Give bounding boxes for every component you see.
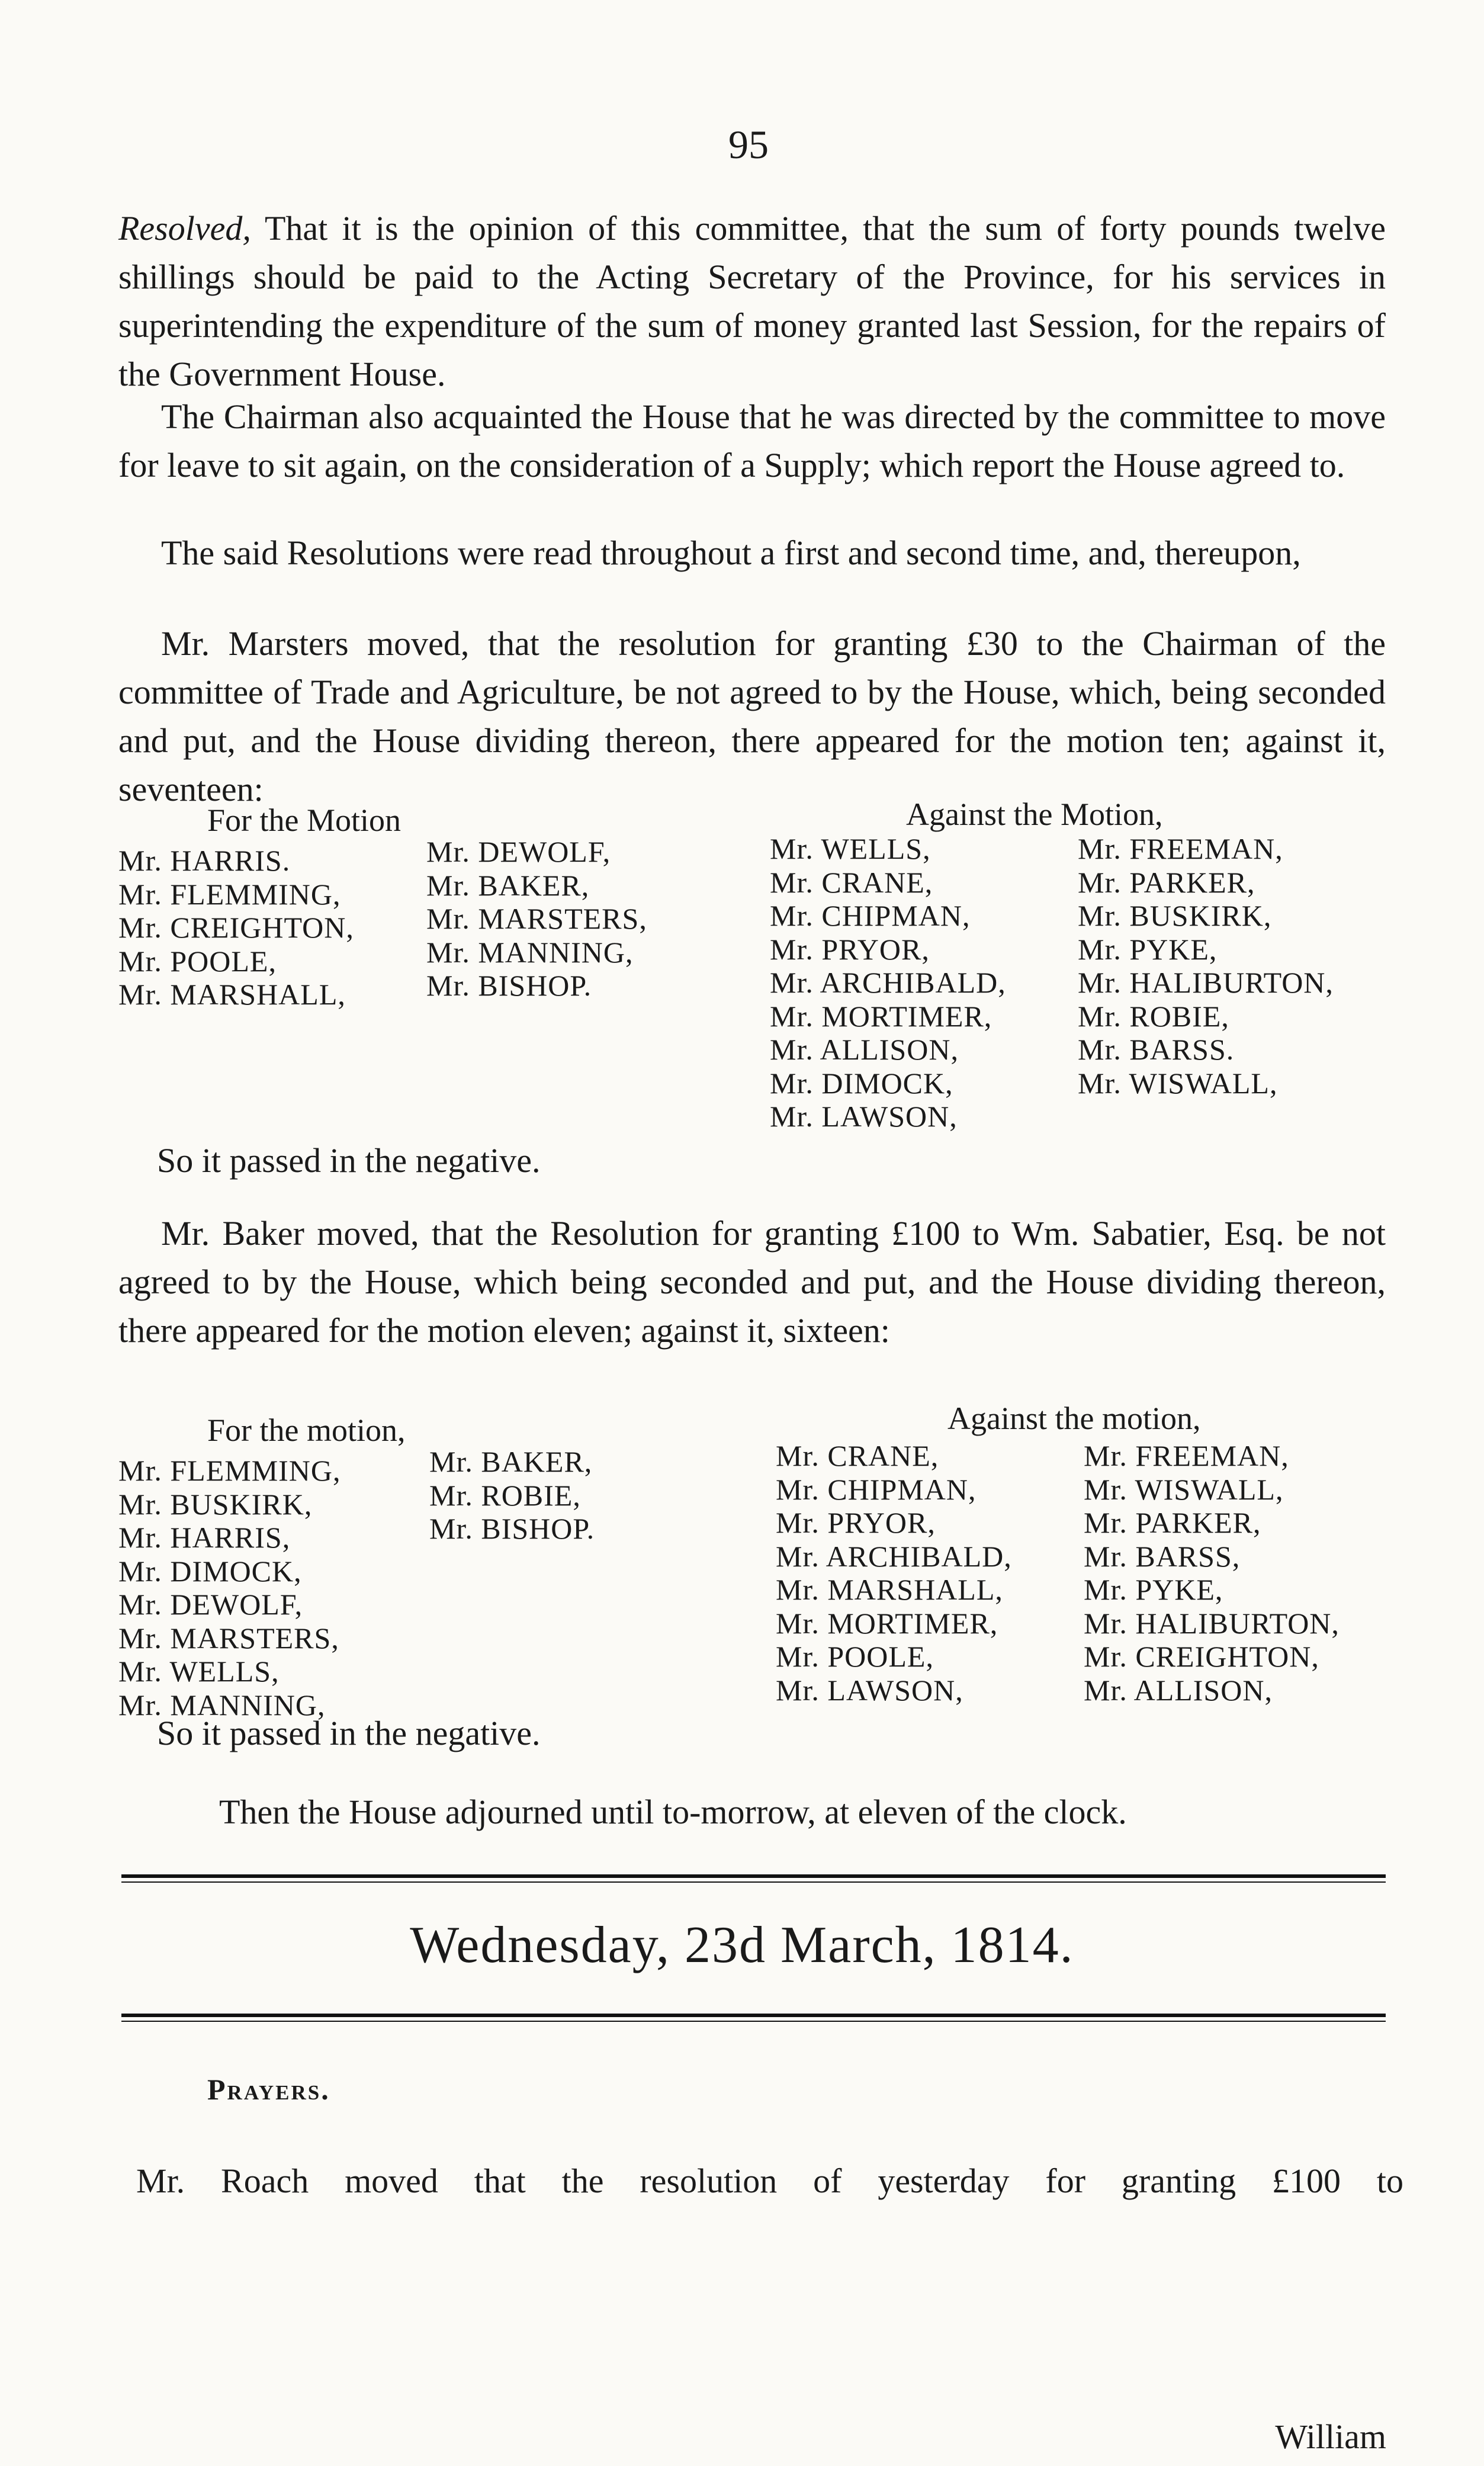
member-name: Mr. MARSTERS,: [118, 1621, 339, 1655]
member-name: Mr. CRANE,: [776, 1439, 939, 1472]
member-name: Mr. FREEMAN,: [1078, 832, 1283, 865]
catchword: William: [1275, 2417, 1386, 2456]
member-name: Mr. MARSTERS,: [426, 902, 647, 935]
resolved-text: That it is the opinion of this committee, that the sum of forty pounds twelve shillings should be paid to the Acting Secretary of the Province, for his services in superintending the expenditure of the sum of money granted last Session, for the repairs of the Government House.: [118, 209, 1386, 393]
member-name: Mr. CHIPMAN,: [770, 899, 971, 932]
member-name: Mr. FREEMAN,: [1084, 1439, 1289, 1472]
member-name: Mr. HALIBURTON,: [1084, 1606, 1340, 1640]
member-name: Mr. LAWSON,: [770, 1100, 958, 1133]
division1-against-column-1: [770, 832, 1006, 1134]
member-name: Mr. ALLISON,: [1084, 1673, 1273, 1707]
member-name: Mr. PYKE,: [1084, 1573, 1223, 1606]
member-name: Mr. CRANE,: [770, 865, 933, 899]
member-name: Mr. POOLE,: [118, 944, 277, 978]
member-name: Mr. HARRIS,: [118, 1521, 291, 1554]
member-name: Mr. CREIGHTON,: [1084, 1640, 1319, 1673]
member-name: Mr. DEWOLF,: [118, 1588, 303, 1621]
member-name: Mr. CHIPMAN,: [776, 1472, 977, 1506]
member-name: Mr. WISWALL,: [1084, 1472, 1284, 1506]
baker-motion-paragraph: Mr. Baker moved, that the Resolution for granting £100 to Wm. Sabatier, Esq. be not agreed to by the House, which being seconded and put, and the House dividing thereon, there appeared for the motion eleven; against it, sixteen:: [118, 1214, 1386, 1350]
member-name: Mr. FLEMMING,: [118, 877, 341, 911]
resolution-paragraph: [118, 204, 1386, 399]
division2-against-column-2: [1084, 1439, 1340, 1707]
member-name: Mr. MARSHALL,: [118, 978, 346, 1011]
division2-for-column-2: [429, 1445, 595, 1546]
member-name: Mr. BAKER,: [429, 1445, 593, 1478]
division2-result: So it passed in the negative.: [157, 1714, 541, 1752]
member-name: Mr. HARRIS.: [118, 844, 291, 877]
division2-against-heading: Against the motion,: [947, 1401, 1201, 1436]
adjournment-line: Then the House adjourned until to-morrow, at eleven of the clock.: [219, 1793, 1127, 1831]
top-rule-thick: [121, 1874, 1386, 1878]
member-name: Mr. WISWALL,: [1078, 1066, 1278, 1100]
resolved-lead: Resolved,: [118, 209, 251, 248]
member-name: Mr. ROBIE,: [429, 1478, 581, 1512]
member-name: Mr. MANNING,: [118, 1688, 326, 1722]
division2-for-column-1: [118, 1454, 341, 1722]
member-name: Mr. BUSKIRK,: [1078, 899, 1272, 932]
bottom-rule-thick: [121, 2014, 1386, 2017]
member-name: Mr. MANNING,: [426, 935, 634, 969]
member-name: Mr. WELLS,: [118, 1655, 280, 1688]
member-name: Mr. POOLE,: [776, 1640, 934, 1673]
member-name: Mr. PARKER,: [1084, 1506, 1261, 1539]
member-name: Mr. ARCHIBALD,: [770, 966, 1006, 999]
division2-against-column-1: [776, 1439, 1012, 1707]
member-name: Mr. LAWSON,: [776, 1673, 963, 1707]
division1-result: So it passed in the negative.: [157, 1141, 541, 1180]
member-name: Mr. WELLS,: [770, 832, 931, 865]
date-heading: Wednesday, 23d March, 1814.: [410, 1916, 1074, 1974]
member-name: Mr. BARSS.: [1078, 1033, 1235, 1066]
division1-for-column-1: [118, 844, 354, 1012]
member-name: Mr. CREIGHTON,: [118, 911, 354, 944]
member-name: Mr. PRYOR,: [770, 932, 930, 966]
member-name: Mr. ARCHIBALD,: [776, 1539, 1012, 1573]
chairman-paragraph: The Chairman also acquainted the House that he was directed by the committee to move for leave to sit again, on the consideration of a Supply; which report the House agreed to.: [118, 397, 1386, 484]
member-name: Mr. HALIBURTON,: [1078, 966, 1334, 999]
member-name: Mr. BUSKIRK,: [118, 1487, 313, 1521]
division1-for-heading: For the Motion: [207, 802, 401, 838]
member-name: Mr. FLEMMING,: [118, 1454, 341, 1487]
roach-motion-line: Mr. Roach moved that the resolution of yesterday for granting £100 to: [136, 2162, 1403, 2200]
member-name: Mr. ROBIE,: [1078, 999, 1229, 1033]
member-name: Mr. PYKE,: [1078, 932, 1218, 966]
division2-for-heading: For the motion,: [207, 1412, 406, 1448]
member-name: Mr. BARSS,: [1084, 1539, 1241, 1573]
member-name: Mr. DEWOLF,: [426, 835, 611, 868]
division1-against-heading: Against the Motion,: [906, 797, 1163, 832]
member-name: Mr. ALLISON,: [770, 1033, 959, 1066]
member-name: Mr. BISHOP.: [429, 1512, 595, 1545]
resolutions-read-paragraph: The said Resolutions were read throughout a first and second time, and, thereupon,: [161, 534, 1301, 572]
member-name: Mr. PRYOR,: [776, 1506, 936, 1539]
member-name: Mr. DIMOCK,: [770, 1066, 953, 1100]
member-name: Mr. MARSHALL,: [776, 1573, 1003, 1606]
bottom-rule-thin: [121, 2021, 1386, 2022]
top-rule-thin: [121, 1881, 1386, 1883]
member-name: Mr. MORTIMER,: [770, 999, 992, 1033]
page-number: 95: [728, 122, 769, 167]
member-name: Mr. PARKER,: [1078, 865, 1255, 899]
prayers-heading: Prayers.: [207, 2073, 330, 2106]
member-name: Mr. MORTIMER,: [776, 1606, 998, 1640]
member-name: Mr. BAKER,: [426, 868, 590, 902]
member-name: Mr. DIMOCK,: [118, 1554, 302, 1588]
division1-for-column-2: [426, 835, 647, 1003]
division1-against-column-2: [1078, 832, 1334, 1100]
marsters-motion-paragraph: Mr. Marsters moved, that the resolution for granting £30 to the Chairman of the committee of Trade and Agriculture, be not agreed to by the House, which, being seconded and put, and the House dividing thereon, there appeared for the motion ten; against it, seventeen:: [118, 624, 1386, 808]
member-name: Mr. BISHOP.: [426, 969, 592, 1002]
